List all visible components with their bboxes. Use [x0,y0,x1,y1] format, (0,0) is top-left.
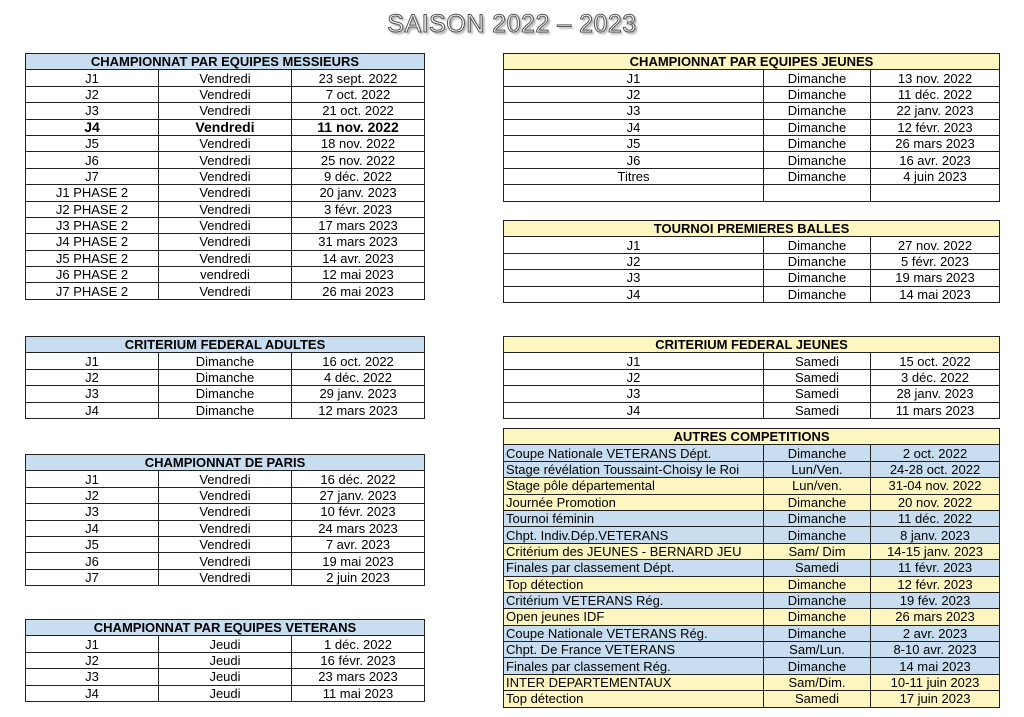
day-cell: Dimanche [764,86,871,102]
day-cell: Dimanche [159,402,292,418]
table-row [26,652,425,668]
table-row [26,520,425,536]
table-header: CHAMPIONNAT PAR EQUIPES JEUNES [504,54,1000,70]
table-row [26,685,425,701]
day-cell: Dimanche [764,237,871,253]
round-cell: J2 [26,487,159,503]
day-cell: Lun/Ven. [764,461,871,477]
day-cell: Dimanche [764,103,871,119]
round-cell: J2 PHASE 2 [26,201,159,217]
date-cell: 11 févr. 2023 [871,560,1000,576]
day-cell: Samedi [764,560,871,576]
day-cell: Vendredi [159,185,292,201]
date-cell: 14-15 janv. 2023 [871,543,1000,559]
day-cell: Dimanche [764,494,871,510]
date-cell: 5 févr. 2023 [871,253,1000,269]
table-row [26,250,425,266]
day-cell: Dimanche [764,152,871,168]
table-row [504,86,1000,102]
day-cell: Vendredi [159,569,292,585]
table-row [504,691,1000,707]
date-cell: 12 mai 2023 [292,267,425,283]
table-row [504,625,1000,641]
table-row [504,445,1000,461]
round-cell: J2 [504,369,764,385]
table-row [504,353,1000,369]
table-row [504,494,1000,510]
date-cell: 11 mars 2023 [871,402,1000,418]
day-cell: Samedi [764,353,871,369]
table-row [504,527,1000,543]
date-cell: 16 févr. 2023 [292,652,425,668]
round-cell: J5 PHASE 2 [26,250,159,266]
date-cell [871,185,1000,201]
day-cell: Vendredi [159,250,292,266]
round-cell: J1 [26,353,159,369]
round-cell: J5 [26,536,159,552]
date-cell: 25 nov. 2022 [292,152,425,168]
day-cell: Vendredi [159,103,292,119]
table-row [504,135,1000,151]
table-row [26,168,425,184]
date-cell: 23 sept. 2022 [292,70,425,86]
day-cell: Dimanche [764,168,871,184]
table-row [26,536,425,552]
table-row [26,267,425,283]
tournoi-premieres-balles-table [503,220,1000,303]
date-cell: 11 déc. 2022 [871,86,1000,102]
date-cell: 22 janv. 2023 [871,103,1000,119]
date-cell: 31-04 nov. 2022 [871,478,1000,494]
table-row [504,592,1000,608]
table-row [504,253,1000,269]
table-row [504,642,1000,658]
date-cell: 31 mars 2023 [292,234,425,250]
day-cell: Dimanche [159,369,292,385]
round-cell: Finales par classement Dépt. [504,560,764,576]
table-row [504,478,1000,494]
date-cell: 14 mai 2023 [871,286,1000,302]
date-cell: 20 nov. 2022 [871,494,1000,510]
table-header: AUTRES COMPETITIONS [504,429,1000,445]
round-cell: J3 [26,386,159,402]
round-cell: J1 [26,70,159,86]
day-cell: Dimanche [764,592,871,608]
day-cell: Lun/ven. [764,478,871,494]
day-cell: Dimanche [764,445,871,461]
day-cell: Samedi [764,369,871,385]
round-cell: J3 [504,103,764,119]
table-row [504,402,1000,418]
date-cell: 3 déc. 2022 [871,369,1000,385]
table-row [504,119,1000,135]
round-cell: Open jeunes IDF [504,609,764,625]
round-cell: J2 [26,369,159,385]
day-cell: Vendredi [159,168,292,184]
date-cell: 16 oct. 2022 [292,353,425,369]
date-cell: 3 févr. 2023 [292,201,425,217]
round-cell: J7 [26,569,159,585]
table-row [504,543,1000,559]
table-row [504,609,1000,625]
date-cell: 9 déc. 2022 [292,168,425,184]
day-cell: Sam/ Dim [764,543,871,559]
date-cell: 4 juin 2023 [871,168,1000,184]
table-row [504,103,1000,119]
round-cell: Coupe Nationale VETERANS Rég. [504,625,764,641]
table-row [504,658,1000,674]
day-cell: Jeudi [159,685,292,701]
championnat-veterans-table [25,619,425,702]
championnat-paris-table [25,454,425,586]
date-cell: 8 janv. 2023 [871,527,1000,543]
day-cell: Vendredi [159,283,292,299]
round-cell: J3 [26,504,159,520]
table-header: CRITERIUM FEDERAL JEUNES [504,337,1000,353]
table-row [26,185,425,201]
table-row [26,669,425,685]
day-cell: Vendredi [159,536,292,552]
round-cell: Titres [504,168,764,184]
table-row [26,386,425,402]
round-cell: J4 [504,119,764,135]
day-cell: Vendredi [159,70,292,86]
table-row [26,402,425,418]
day-cell: Dimanche [764,527,871,543]
round-cell: Chpt. De France VETERANS [504,642,764,658]
date-cell: 12 mars 2023 [292,402,425,418]
day-cell: Samedi [764,402,871,418]
table-row [504,152,1000,168]
table-row [26,353,425,369]
day-cell: Jeudi [159,636,292,652]
table-row [504,168,1000,184]
championnat-jeunes-table [503,53,1000,202]
day-cell: Sam/Dim. [764,674,871,690]
table-row [26,636,425,652]
round-cell: J1 [504,237,764,253]
round-cell: J3 [26,669,159,685]
table-row [26,487,425,503]
table-row [26,201,425,217]
round-cell: J4 [26,402,159,418]
date-cell: 23 mars 2023 [292,669,425,685]
date-cell: 26 mai 2023 [292,283,425,299]
table-row [26,553,425,569]
day-cell: Dimanche [764,609,871,625]
round-cell: J1 [504,353,764,369]
day-cell: Jeudi [159,652,292,668]
page-title: SAISON 2022 – 2023 [387,10,637,38]
table-row [26,103,425,119]
table-row [26,369,425,385]
round-cell: J5 [26,135,159,151]
table-row [504,237,1000,253]
round-cell: J2 [26,86,159,102]
date-cell: 17 juin 2023 [871,691,1000,707]
table-row [504,674,1000,690]
day-cell: Vendredi [159,553,292,569]
round-cell: J1 PHASE 2 [26,185,159,201]
date-cell: 15 oct. 2022 [871,353,1000,369]
date-cell: 14 avr. 2023 [292,250,425,266]
date-cell: 18 nov. 2022 [292,135,425,151]
day-cell: Samedi [764,691,871,707]
table-header: TOURNOI PREMIERES BALLES [504,221,1000,237]
day-cell: Vendredi [159,201,292,217]
round-cell: J3 [26,103,159,119]
table-row [26,70,425,86]
table-row [26,471,425,487]
day-cell: Dimanche [764,253,871,269]
date-cell: 7 avr. 2023 [292,536,425,552]
round-cell: INTER DEPARTEMENTAUX [504,674,764,690]
table-row [26,217,425,233]
round-cell: J2 [26,652,159,668]
table-header: CHAMPIONNAT DE PARIS [26,455,425,471]
round-cell: Top détection [504,691,764,707]
day-cell: Dimanche [159,386,292,402]
table-row [26,135,425,151]
day-cell: Sam/Lun. [764,642,871,658]
date-cell: 24-28 oct. 2022 [871,461,1000,477]
date-cell: 19 mai 2023 [292,553,425,569]
table-row [26,86,425,102]
day-cell: Dimanche [764,286,871,302]
round-cell: J1 [26,471,159,487]
date-cell: 17 mars 2023 [292,217,425,233]
table-header: CHAMPIONNAT PAR EQUIPES VETERANS [26,620,425,636]
date-cell: 11 déc. 2022 [871,510,1000,526]
table-row [504,185,1000,201]
round-cell: Stage révélation Toussaint-Choisy le Roi [504,461,764,477]
date-cell: 16 déc. 2022 [292,471,425,487]
day-cell [764,185,871,201]
date-cell: 14 mai 2023 [871,658,1000,674]
round-cell: J4 [26,520,159,536]
day-cell: Dimanche [764,270,871,286]
round-cell: J4 [504,402,764,418]
round-cell: J3 PHASE 2 [26,217,159,233]
day-cell: Vendredi [159,504,292,520]
day-cell: Dimanche [764,625,871,641]
round-cell: J5 [504,135,764,151]
table-row [504,286,1000,302]
day-cell: Vendredi [159,487,292,503]
date-cell: 19 mars 2023 [871,270,1000,286]
round-cell: Finales par classement Rég. [504,658,764,674]
round-cell: J7 [26,168,159,184]
round-cell: J6 PHASE 2 [26,267,159,283]
round-cell: Critérium des JEUNES - BERNARD JEU [504,543,764,559]
table-row [504,461,1000,477]
round-cell: J6 [26,152,159,168]
round-cell: J4 PHASE 2 [26,234,159,250]
table-header: CRITERIUM FEDERAL ADULTES [26,337,425,353]
date-cell: 16 avr. 2023 [871,152,1000,168]
date-cell: 19 fév. 2023 [871,592,1000,608]
table-row [26,283,425,299]
table-row [26,234,425,250]
date-cell: 29 janv. 2023 [292,386,425,402]
table-row [504,369,1000,385]
round-cell: Top détection [504,576,764,592]
table-row [504,270,1000,286]
day-cell: Vendredi [159,119,292,135]
date-cell: 11 mai 2023 [292,685,425,701]
table-row [504,386,1000,402]
date-cell: 13 nov. 2022 [871,70,1000,86]
date-cell: 7 oct. 2022 [292,86,425,102]
round-cell: J6 [504,152,764,168]
criterium-jeunes-table [503,336,1000,419]
date-cell: 28 janv. 2023 [871,386,1000,402]
day-cell: Vendredi [159,86,292,102]
criterium-adultes-table [25,336,425,419]
round-cell: Stage pôle départemental [504,478,764,494]
day-cell: Dimanche [159,353,292,369]
autres-competitions-table [503,428,1000,708]
day-cell: Vendredi [159,217,292,233]
table-row [26,504,425,520]
round-cell [504,185,764,201]
table-row [26,119,425,135]
date-cell: 2 juin 2023 [292,569,425,585]
round-cell: Chpt. Indiv.Dép.VETERANS [504,527,764,543]
round-cell: J2 [504,253,764,269]
table-row [504,70,1000,86]
day-cell: Vendredi [159,234,292,250]
table-row [504,510,1000,526]
date-cell: 26 mars 2023 [871,609,1000,625]
date-cell: 12 févr. 2023 [871,576,1000,592]
round-cell: J2 [504,86,764,102]
championnat-messieurs-table [25,53,425,300]
round-cell: Coupe Nationale VETERANS Dépt. [504,445,764,461]
date-cell: 27 nov. 2022 [871,237,1000,253]
day-cell: Samedi [764,386,871,402]
date-cell: 20 janv. 2023 [292,185,425,201]
round-cell: J7 PHASE 2 [26,283,159,299]
day-cell: vendredi [159,267,292,283]
round-cell: J4 [504,286,764,302]
day-cell: Dimanche [764,135,871,151]
table-row [504,576,1000,592]
round-cell: J1 [26,636,159,652]
date-cell: 24 mars 2023 [292,520,425,536]
date-cell: 12 févr. 2023 [871,119,1000,135]
day-cell: Jeudi [159,669,292,685]
round-cell: J1 [504,70,764,86]
day-cell: Vendredi [159,520,292,536]
day-cell: Vendredi [159,152,292,168]
date-cell: 21 oct. 2022 [292,103,425,119]
date-cell: 8-10 avr. 2023 [871,642,1000,658]
date-cell: 27 janv. 2023 [292,487,425,503]
table-row [26,569,425,585]
round-cell: J4 [26,119,159,135]
date-cell: 4 déc. 2022 [292,369,425,385]
date-cell: 2 avr. 2023 [871,625,1000,641]
table-row [504,560,1000,576]
day-cell: Dimanche [764,658,871,674]
date-cell: 10-11 juin 2023 [871,674,1000,690]
day-cell: Dimanche [764,510,871,526]
round-cell: J3 [504,270,764,286]
day-cell: Vendredi [159,135,292,151]
table-row [26,152,425,168]
date-cell: 26 mars 2023 [871,135,1000,151]
date-cell: 10 févr. 2023 [292,504,425,520]
day-cell: Dimanche [764,119,871,135]
round-cell: J3 [504,386,764,402]
round-cell: Tournoi féminin [504,510,764,526]
date-cell: 2 oct. 2022 [871,445,1000,461]
round-cell: Critérium VETERANS Rég. [504,592,764,608]
day-cell: Dimanche [764,576,871,592]
day-cell: Vendredi [159,471,292,487]
date-cell: 11 nov. 2022 [292,119,425,135]
round-cell: J4 [26,685,159,701]
round-cell: Journée Promotion [504,494,764,510]
table-header: CHAMPIONNAT PAR EQUIPES MESSIEURS [26,54,425,70]
round-cell: J6 [26,553,159,569]
date-cell: 1 déc. 2022 [292,636,425,652]
day-cell: Dimanche [764,70,871,86]
